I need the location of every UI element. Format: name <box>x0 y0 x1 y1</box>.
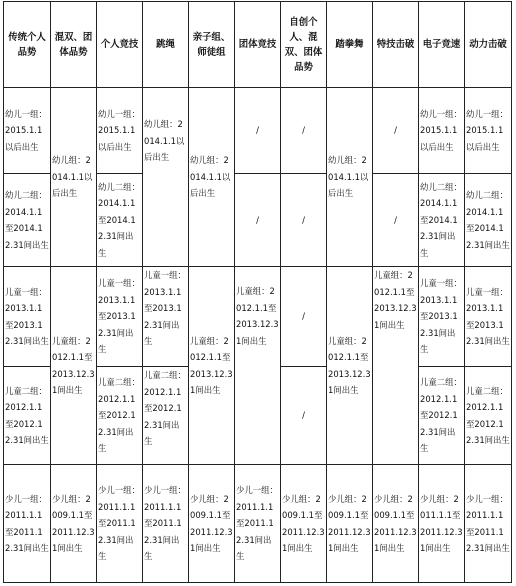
cell-text: 少儿组：2009.1.1至2011.12.31间出生 <box>373 465 419 583</box>
cell-text: 少儿组：2009.1.1至2011.12.31间出生 <box>327 465 373 583</box>
cell-slash: / <box>281 174 327 267</box>
header-special-breaking: 特技击破 <box>373 2 419 88</box>
cell-text: 儿童二组：2012.1.1至2012.12.31间出生 <box>143 367 189 465</box>
cell-text: 儿童一组：2013.1.1至2013.12.31间出生 <box>465 267 512 367</box>
cell-text: 幼儿二组：2014.1.1至2014.12.31间出生 <box>465 174 512 267</box>
cell-slash: / <box>373 174 419 267</box>
cell-slash: / <box>235 174 281 267</box>
cell-slash: / <box>281 267 327 367</box>
table-row <box>4 88 512 174</box>
cell-text: 儿童一组：2013.1.1至2013.12.31间出生 <box>143 267 189 367</box>
cell-text: 幼儿一组：2015.1.1以后出生 <box>419 88 465 174</box>
cell-text: 儿童组：2012.1.1至2013.12.31间出生 <box>327 267 373 465</box>
cell-slash: / <box>373 88 419 174</box>
cell-text: 儿童组：2012.1.1至2013.12.31间出生 <box>373 267 419 465</box>
cell-text: 少儿一组：2011.1.1至2011.12.31间出生 <box>4 465 51 583</box>
header-team-sparring: 团体竞技 <box>235 2 281 88</box>
cell-text: 儿童一组：2013.1.1至2013.12.31间出生 <box>4 267 51 367</box>
cell-text: 幼儿一组：2015.1.1以后出生 <box>4 88 51 174</box>
header-freestyle-poomsae: 自创个人、混双、团体品势 <box>281 2 327 88</box>
header-parent-child-master-apprentice: 亲子组、师徒组 <box>189 2 235 88</box>
cell-text: 儿童二组：2012.1.1至2012.12.31间出生 <box>465 367 512 465</box>
cell-text: 幼儿组：2014.1.1以后出生 <box>327 88 373 267</box>
header-rope-skipping: 跳绳 <box>143 2 189 88</box>
cell-text: 儿童组：2012.1.1至2013.12.31间出生 <box>51 267 97 465</box>
cell-slash: / <box>235 88 281 174</box>
cell-text: 儿童二组：2012.1.1至2012.12.31间出生 <box>419 367 465 465</box>
cell-text: 少儿组：2011.1.1至2011.12.31间出生 <box>419 465 465 583</box>
cell-text: 幼儿一组：2015.1.1以后出生 <box>465 88 512 174</box>
cell-text: 儿童二组：2012.1.1至2012.12.31间出生 <box>4 367 51 465</box>
header-electronic-speed-kick: 电子竞速 <box>419 2 465 88</box>
header-individual-sparring: 个人竞技 <box>97 2 143 88</box>
cell-text: 儿童二组：2012.1.1至2012.12.31间出生 <box>97 367 143 465</box>
cell-text: 少儿组：2009.1.1至2011.12.31间出生 <box>281 465 327 583</box>
cell-text: 少儿一组：2011.1.1至2011.12.31间出生 <box>465 465 512 583</box>
table-row <box>4 267 512 367</box>
cell-text: 少儿组：2009.1.1至2011.12.31间出生 <box>51 465 97 583</box>
header-traditional-individual-poomsae: 传统个人品势 <box>4 2 51 88</box>
cell-text: 幼儿二组：2014.1.1至2014.12.31间出生 <box>4 174 51 267</box>
cell-text: 幼儿一组：2015.1.1以后出生 <box>97 88 143 174</box>
cell-text: 少儿一组：2011.1.1至2011.12.31间出生 <box>97 465 143 583</box>
cell-text: 少儿一组：2011.1.1至2011.12.31间出生 <box>143 465 189 583</box>
cell-text: 幼儿组：2014.1.1以后出生 <box>51 88 97 267</box>
table-row <box>4 465 512 583</box>
cell-text: 儿童组：2012.1.1至2013.12.31间出生 <box>235 267 281 465</box>
header-row <box>4 2 512 88</box>
cell-text: 少儿一组：2011.1.1至2011.12.31间出生 <box>235 465 281 583</box>
cell-text: 幼儿组：2014.1.1以后出生 <box>143 88 189 267</box>
header-power-breaking: 动力击破 <box>465 2 512 88</box>
cell-text: 幼儿组：2014.1.1以后出生 <box>189 88 235 267</box>
header-pair-team-poomsae: 混双、团体品势 <box>51 2 97 88</box>
cell-text: 少儿组：2009.1.1至2011.12.31间出生 <box>189 465 235 583</box>
cell-text: 儿童一组：2013.1.1至2013.12.31间出生 <box>97 267 143 367</box>
age-group-table <box>3 1 512 583</box>
cell-text: 幼儿二组：2014.1.1至2014.12.31间出生 <box>419 174 465 267</box>
cell-text: 幼儿二组：2014.1.1至2014.12.31间出生 <box>97 174 143 267</box>
cell-text: 儿童组：2012.1.1至2013.12.31间出生 <box>189 267 235 465</box>
cell-slash: / <box>281 88 327 174</box>
header-taekwondo-aerobics: 踏拳舞 <box>327 2 373 88</box>
cell-text: 儿童一组：2013.1.1至2013.12.31间出生 <box>419 267 465 367</box>
cell-slash: / <box>281 367 327 465</box>
